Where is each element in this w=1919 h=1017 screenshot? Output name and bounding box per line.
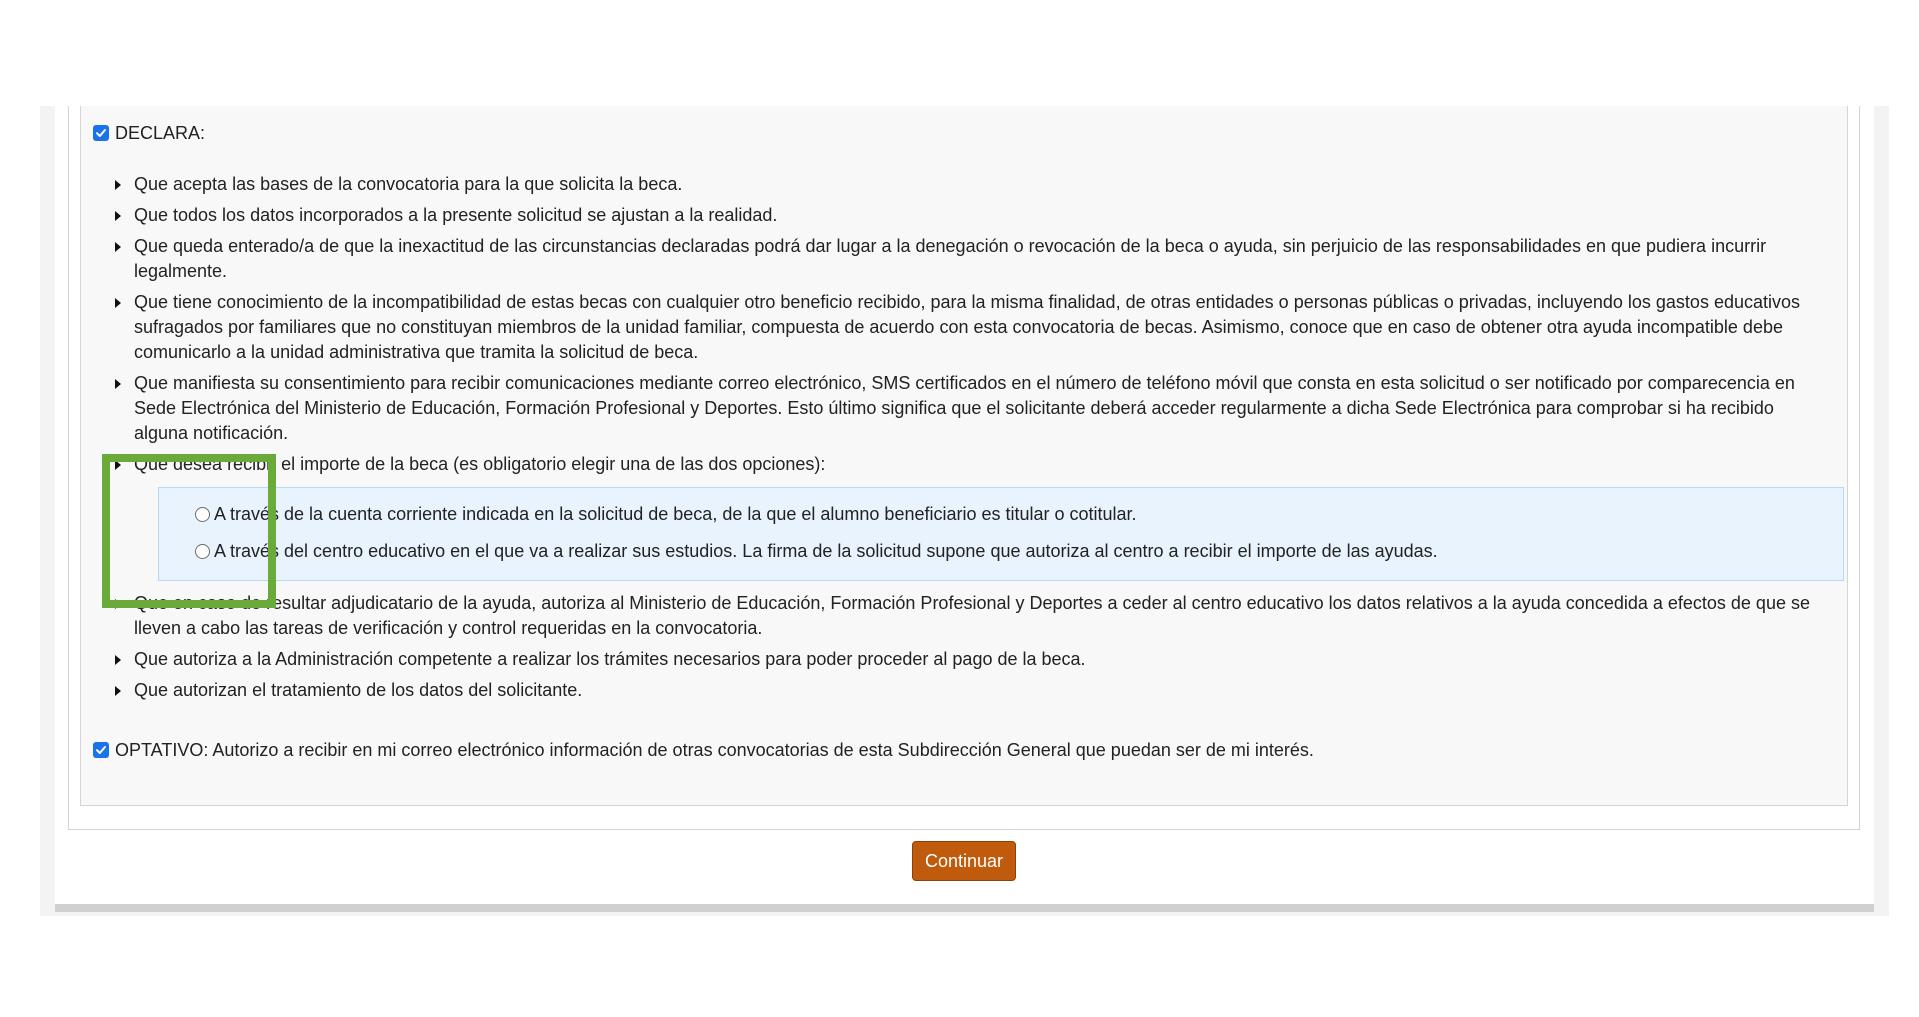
declara-checkbox[interactable]	[93, 125, 109, 141]
optativo-label: OPTATIVO: Autorizo a recibir en mi correo electrónico información de otras convocatorias de esta Subdirección General que puedan ser de mi interés.	[115, 740, 1314, 760]
bullet-arrow-icon	[115, 242, 121, 252]
declara-label: DECLARA:	[115, 123, 206, 143]
bullet-arrow-icon	[115, 599, 121, 609]
optativo-checkbox[interactable]	[93, 742, 109, 758]
list-item: Que todos los datos incorporados a la presente solicitud se ajustan a la realidad.	[110, 203, 1820, 228]
payment-option-bank-account[interactable]: A través de la cuenta corriente indicada en la solicitud de beca, de la que el alumno beneficiario es titular o cotitular.	[195, 496, 1807, 533]
list-item: Que autoriza a la Administración competente a realizar los trámites necesarios para poder proceder al pago de la beca.	[110, 647, 1820, 672]
list-item-payment-choice: Que desea recibir el importe de la beca (es obligatorio elegir una de las dos opciones): A través de la cuenta corriente indicada en la solicitud de beca, de la que el alumno beneficiario es titular o cotitular. A través del centro educativo en el que va a realizar sus estudios. La firma de la solicitud supone que autoriza al centro a recibir el importe de las ayudas.	[110, 452, 1820, 581]
list-item: Que acepta las bases de la convocatoria para la que solicita la beca.	[110, 172, 1820, 197]
page-bottom-shadow	[55, 904, 1874, 912]
bullet-arrow-icon	[115, 460, 121, 470]
payment-options-box	[158, 487, 1844, 581]
list-item: Que tiene conocimiento de la incompatibilidad de estas becas con cualquier otro beneficio recibido, para la misma finalidad, de otras entidades o personas públicas o privadas, incluyendo los gastos educativos sufragados por familiares que no constituyan miembros de la unidad familiar, compuesta de acuerdo con esta convocatoria de becas. Asimismo, conoce que en caso de obtener otra ayuda incompatible debe comunicarlo a la unidad administrativa que tramita la solicitud de beca.	[110, 290, 1820, 365]
radio-bank-account[interactable]	[195, 507, 210, 522]
bullet-arrow-icon	[115, 655, 121, 665]
checkmark-icon	[95, 127, 107, 139]
continue-button[interactable]: Continuar	[912, 841, 1016, 881]
optativo-line	[93, 739, 1314, 761]
list-item: Que manifiesta su consentimiento para recibir comunicaciones mediante correo electrónico, SMS certificados en el número de teléfono móvil que consta en esta solicitud o ser notificado por comparecencia en Sede Electrónica del Ministerio de Educación, Formación Profesional y Deportes. Esto último significa que el solicitante deberá acceder regularmente a dicha Sede Electrónica para comprobar si ha recibido alguna notificación.	[110, 371, 1820, 446]
payment-option-school[interactable]: A través del centro educativo en el que va a realizar sus estudios. La firma de la solicitud supone que autoriza al centro a recibir el importe de las ayudas.	[195, 533, 1807, 570]
checkmark-icon	[95, 744, 107, 756]
list-item: Que queda enterado/a de que la inexactitud de las circunstancias declaradas podrá dar lugar a la denegación o revocación de la beca o ayuda, sin perjuicio de las responsabilidades en que pudiera incurrir legalmente.	[110, 234, 1820, 284]
declaration-list	[110, 172, 1820, 709]
list-item: Que en caso de resultar adjudicatario de la ayuda, autoriza al Ministerio de Educación, Formación Profesional y Deportes a ceder al centro educativo los datos relativos a la ayuda concedida a efectos de que se lleven a cabo las tareas de verificación y control requeridas en la convocatoria.	[110, 591, 1820, 641]
declara-line	[93, 122, 205, 144]
bullet-arrow-icon	[115, 180, 121, 190]
bullet-arrow-icon	[115, 211, 121, 221]
bullet-arrow-icon	[115, 298, 121, 308]
bullet-arrow-icon	[115, 379, 121, 389]
bullet-arrow-icon	[115, 686, 121, 696]
list-item: Que autorizan el tratamiento de los datos del solicitante.	[110, 678, 1820, 703]
radio-school[interactable]	[195, 544, 210, 559]
